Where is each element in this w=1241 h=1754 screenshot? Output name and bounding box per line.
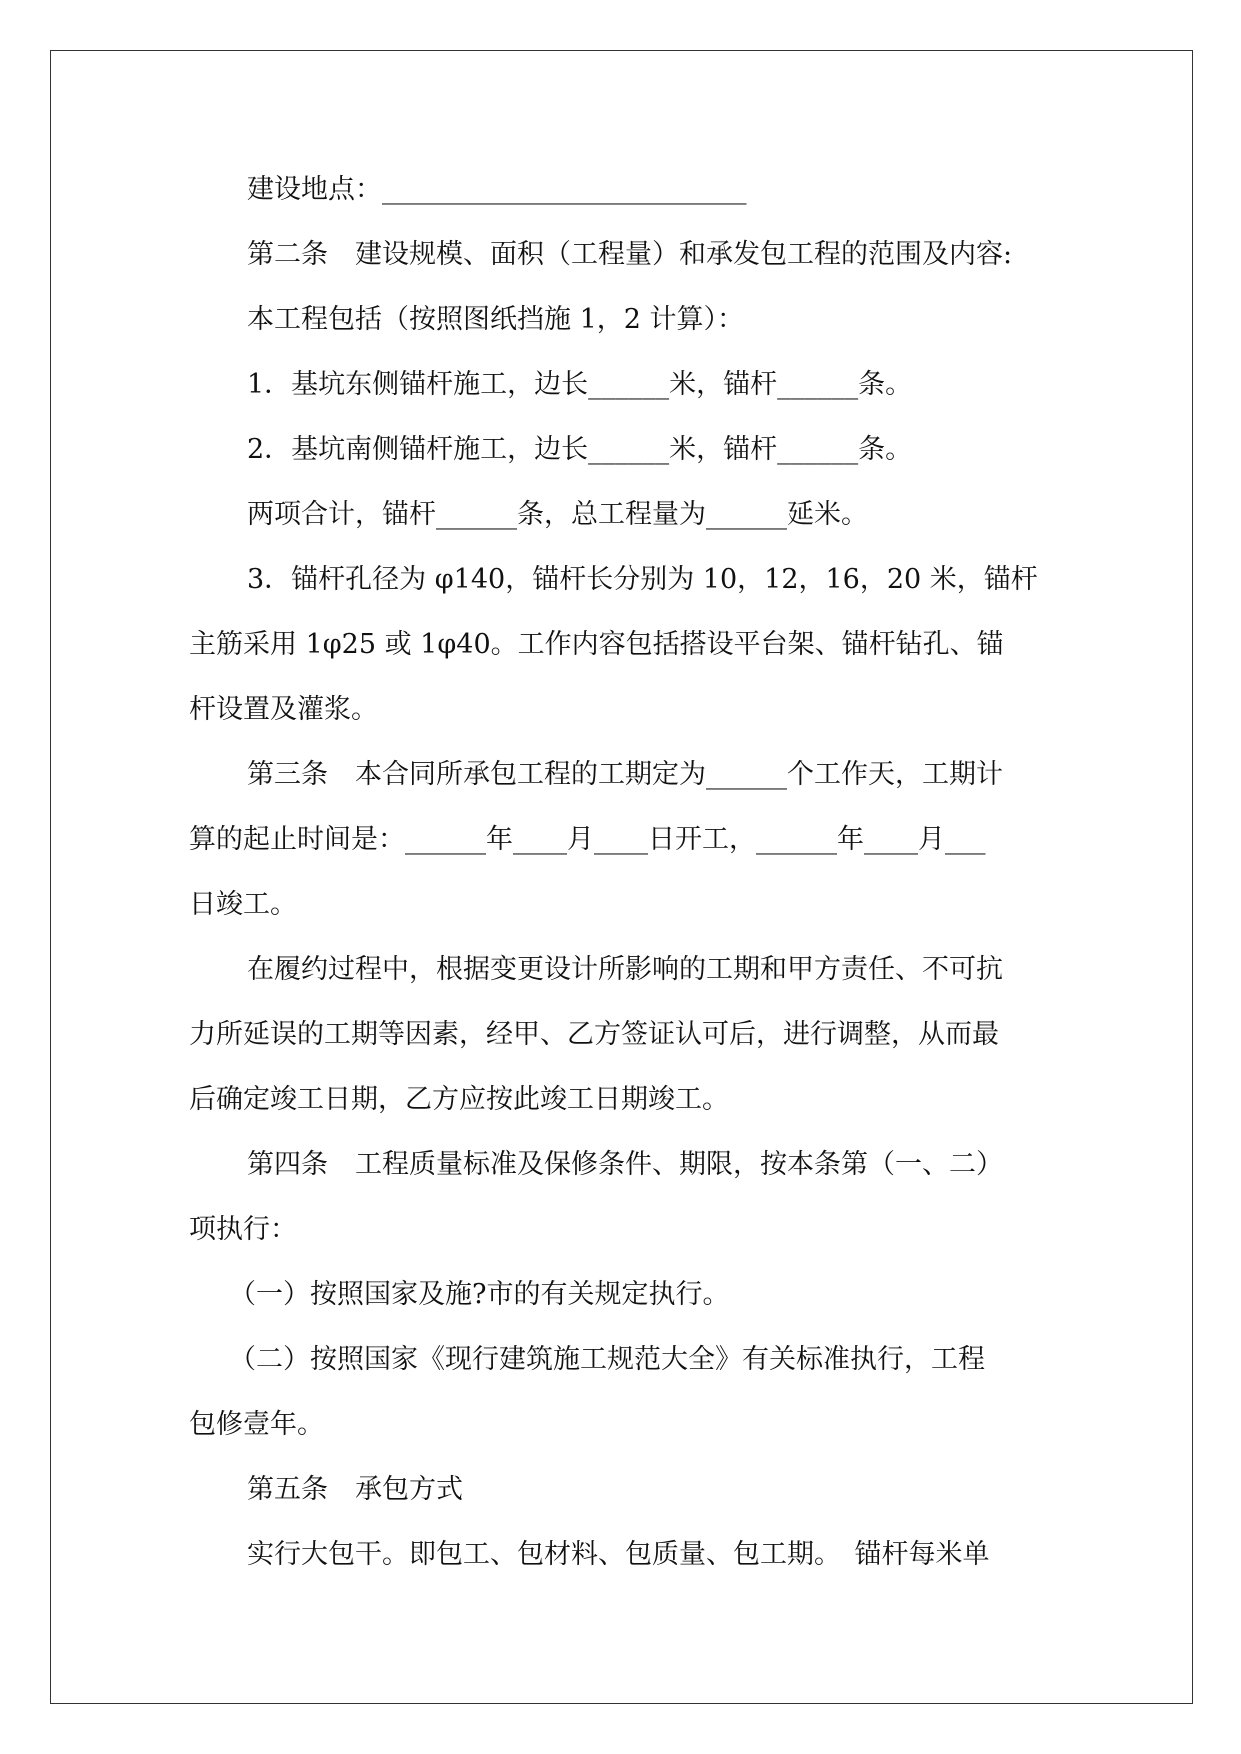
quality-item-1: （一）按照国家及施?市的有关规定执行。: [229, 1279, 730, 1310]
article-4-quality: 第四条 工程质量标准及保修条件、期限，按本条第（一、二）: [247, 1149, 1003, 1180]
article-5-heading: 第五条 承包方式: [247, 1474, 463, 1505]
item-3-anchor-spec-cont: 主筋采用 1φ25 或 1φ40。工作内容包括搭设平台架、锚杆钻孔、锚: [189, 629, 1004, 660]
article-3-dates: 算的起止时间是：______年____月____日开工，______年____月___: [189, 824, 986, 855]
item-3-anchor-spec: 3．锚杆孔径为 φ140，锚杆长分别为 10，12，16，20 米，锚杆: [247, 564, 1038, 595]
article-5-contract-method: 实行大包干。即包工、包材料、包质量、包工期。 锚杆每米单: [247, 1539, 990, 1570]
quality-item-2-cont: 包修壹年。: [189, 1409, 324, 1440]
article-4-quality-cont: 项执行：: [189, 1214, 297, 1245]
schedule-adjustment-end: 后确定竣工日期，乙方应按此竣工日期竣工。: [189, 1084, 729, 1115]
document-body: [189, 157, 1059, 1587]
article-3-schedule: 第三条 本合同所承包工程的工期定为______个工作天，工期计: [247, 759, 1003, 790]
item-2-south-anchor: 2．基坑南侧锚杆施工，边长______米，锚杆______条。: [247, 434, 913, 465]
quality-item-2: （二）按照国家《现行建筑施工规范大全》有关标准执行，工程: [229, 1344, 985, 1375]
article-3-completion: 日竣工。: [189, 889, 297, 920]
schedule-adjustment-cont: 力所延误的工期等因素，经甲、乙方签证认可后，进行调整，从而最: [189, 1019, 999, 1050]
item-3-anchor-spec-end: 杆设置及灌浆。: [189, 694, 378, 725]
article-2-heading: 第二条 建设规模、面积（工程量）和承发包工程的范围及内容:: [247, 239, 1013, 270]
construction-site-line: 建设地点：___________________________: [247, 174, 747, 205]
item-1-east-anchor: 1．基坑东侧锚杆施工，边长______米，锚杆______条。: [247, 369, 913, 400]
schedule-adjustment-paragraph: 在履约过程中，根据变更设计所影响的工期和甲方责任、不可抗: [247, 954, 1003, 985]
total-anchor-line: 两项合计，锚杆______条，总工程量为______延米。: [247, 499, 868, 530]
project-scope-intro: 本工程包括（按照图纸挡施 1，2 计算）：: [247, 304, 745, 335]
